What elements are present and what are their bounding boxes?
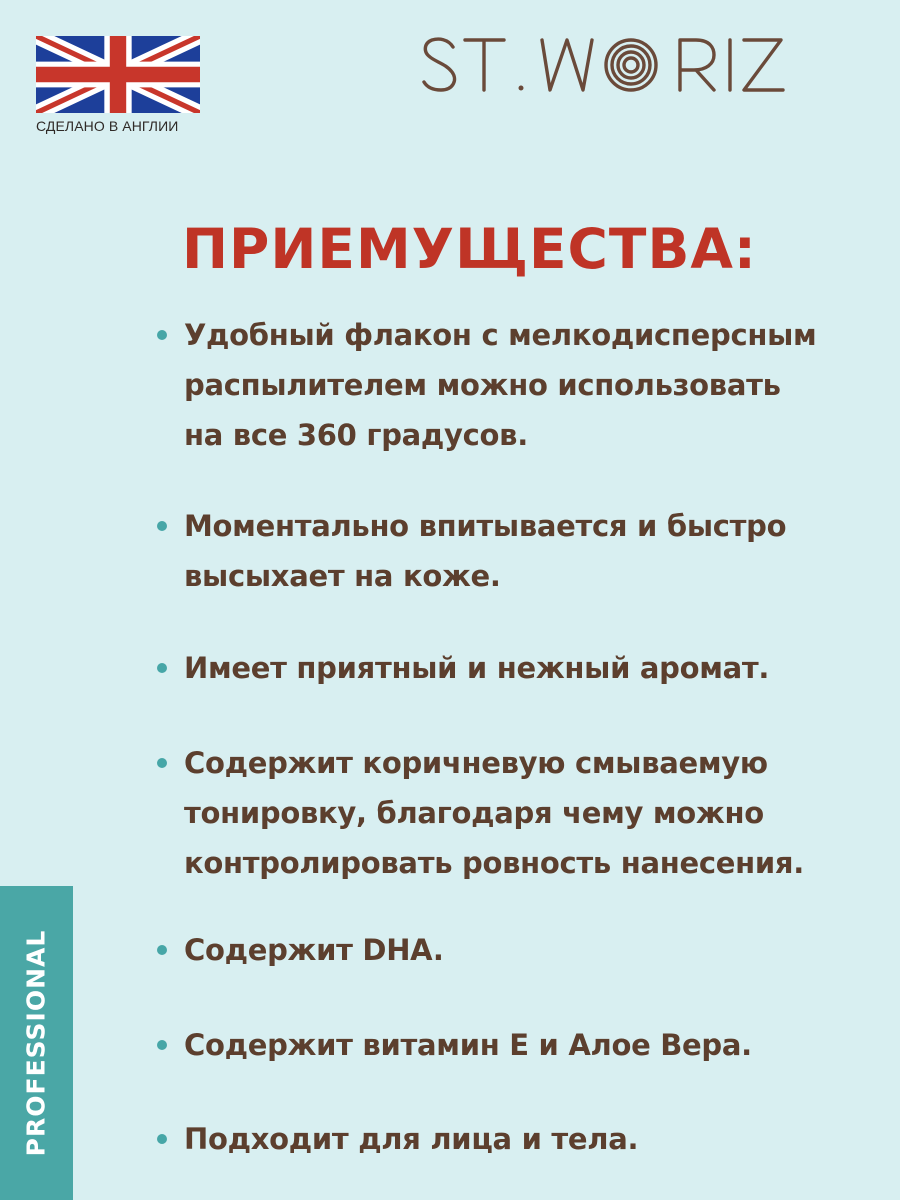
bullet-icon [157,1134,167,1144]
list-item-text: Удобный флакон с мелкодисперсным распылителем можно использовать на все 360 градусов. [184,318,817,452]
professional-label: PROFESSIONAL [21,929,51,1157]
list-item-text: Содержит коричневую смываемую тонировку, благодаря чему можно контролировать ровность нанесения. [184,746,804,880]
list-item [157,738,847,888]
made-in-badge [36,36,200,134]
list-item-text: Содержит DHA. [184,933,444,967]
page-title: ПРИЕМУЩЕСТВА: [182,217,757,281]
uk-flag-icon [36,36,200,113]
bullet-icon [157,521,167,531]
list-item-text: Имеет приятный и нежный аромат. [184,651,770,685]
bullet-icon [157,330,167,340]
list-item [157,501,847,601]
bullet-icon [157,1040,167,1050]
logo-text: ST. MORIZ [420,19,502,38]
made-in-label: СДЕЛАНО В АНГЛИИ [36,118,179,134]
list-item [157,643,847,693]
list-item [157,1020,847,1070]
bullet-icon [157,663,167,673]
list-item [157,310,847,460]
list-item-text: Подходит для лица и тела. [184,1122,639,1156]
brand-logo [420,19,870,124]
bullet-icon [157,945,167,955]
list-item [157,925,847,975]
list-item-text: Содержит витамин Е и Алое Вера. [184,1028,752,1062]
bullet-icon [157,758,167,768]
list-item [157,1114,847,1164]
list-item-text: Моментально впитывается и быстро высыхает на коже. [184,509,787,593]
